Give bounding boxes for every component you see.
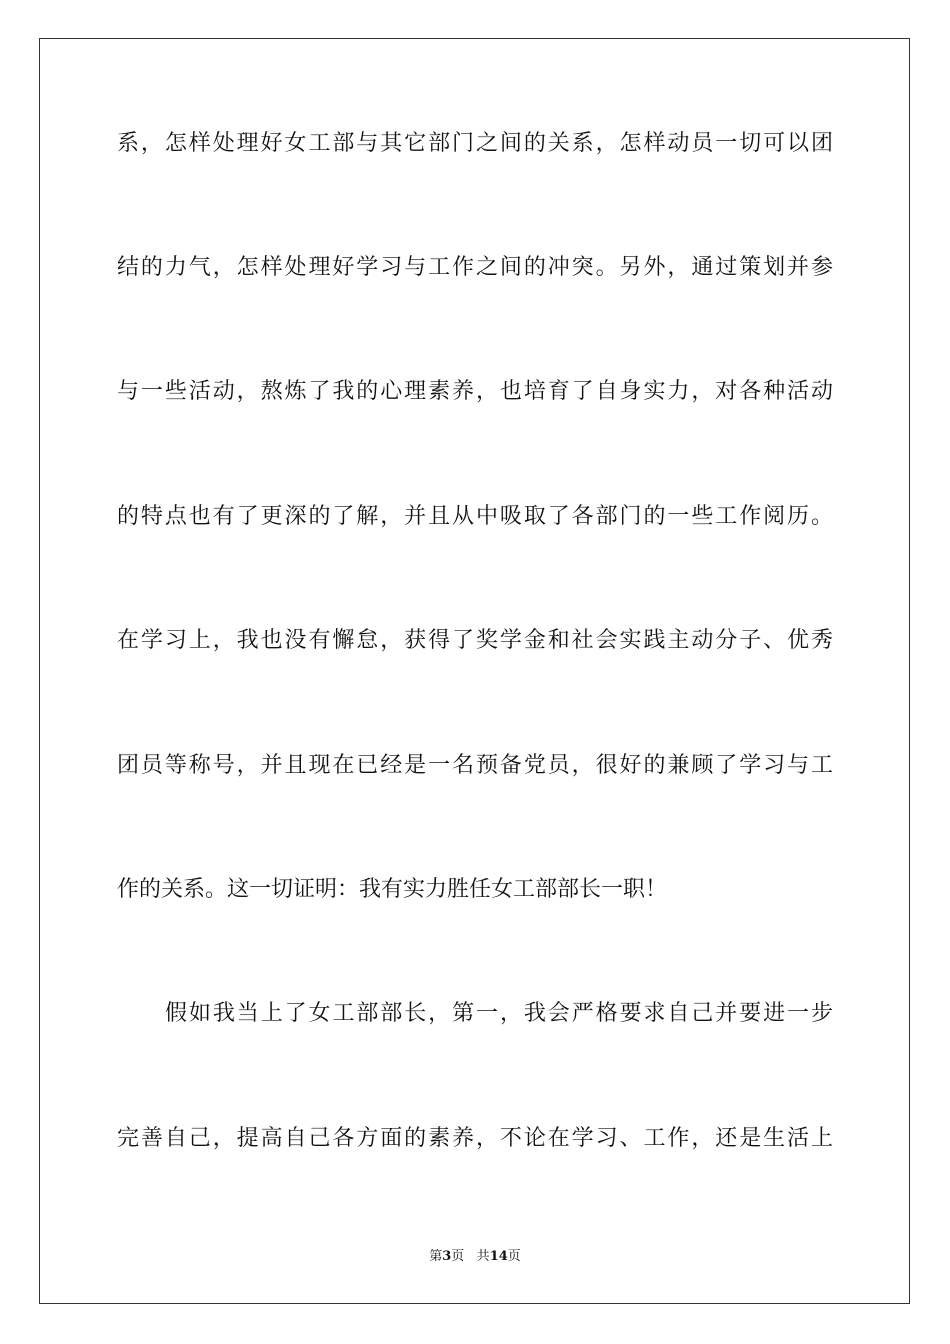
text-line: 系，怎样处理好女工部与其它部门之间的关系，怎样动员一切可以团	[117, 131, 833, 156]
total-prefix: 共	[476, 1249, 490, 1264]
page-number: 3	[442, 1249, 452, 1264]
page-prefix: 第	[429, 1249, 443, 1264]
text-line: 的特点也有了更深的了解，并且从中吸取了各部门的一些工作阅历。	[117, 504, 833, 529]
page-footer	[0, 1249, 950, 1265]
total-suffix: 页	[507, 1249, 521, 1264]
text-line: 作的关系。这一切证明：我有实力胜任女工部部长一职！	[117, 877, 668, 902]
text-line: 结的力气，怎样处理好学习与工作之间的冲突。另外，通过策划并参	[117, 255, 833, 280]
page-border	[39, 38, 910, 1304]
text-line: 与一些活动，熬炼了我的心理素养，也培育了自身实力，对各种活动	[117, 379, 833, 404]
total-pages: 14	[489, 1249, 508, 1264]
text-line: 团员等称号，并且现在已经是一名预备党员，很好的兼顾了学习与工	[117, 753, 833, 778]
text-line: 在学习上，我也没有懈怠，获得了奖学金和社会实践主动分子、优秀	[117, 628, 833, 653]
paragraph-first-line: 假如我当上了女工部部长，第一，我会严格要求自己并要进一步	[165, 1001, 833, 1026]
page-suffix: 页	[451, 1249, 465, 1264]
text-line: 完善自己，提高自己各方面的素养，不论在学习、工作，还是生活上	[117, 1126, 833, 1151]
